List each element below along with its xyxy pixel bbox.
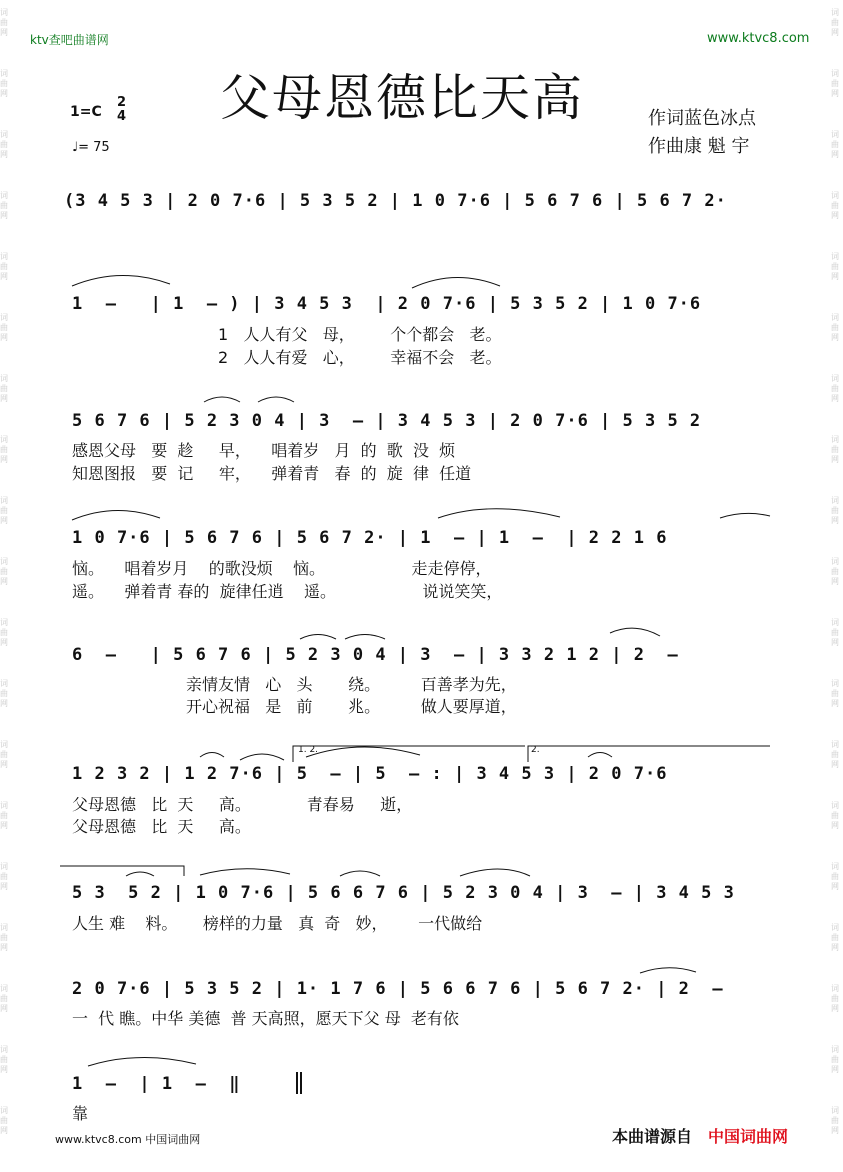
notation-line-6: 1 2 3 2 | 1 2 7·6 | 5 – | 5 – : | 3 4 5 3 | 2 0 7·6	[72, 764, 668, 784]
header-right-site[interactable]: www.ktvc8.com	[707, 31, 810, 46]
lyric-line-3a: 感恩父母 要 趁 早， 唱着岁 月 的 歌 没 烦	[72, 441, 456, 460]
time-signature-bottom: 4	[117, 109, 127, 124]
volta-bracket-first	[293, 746, 525, 762]
watermark-text: 词 曲 网	[0, 374, 8, 403]
watermark-text: 词 曲 网	[831, 923, 839, 952]
watermark-text: 词 曲 网	[831, 435, 839, 464]
watermark-text: 词 曲 网	[0, 496, 8, 525]
slur-arc	[72, 510, 160, 520]
watermark-text: 词 曲 网	[831, 618, 839, 647]
lyric-line-2b: 2 人人有爱 心， 幸福不会 老。	[218, 348, 502, 367]
lyric-line-4a: 恼。 唱着岁月 的歌没烦 恼。 走走停停，	[72, 559, 492, 578]
tie-arc	[306, 747, 420, 757]
watermark-text: 词 曲 网	[831, 130, 839, 159]
notation-line-4: 1 0 7·6 | 5 6 7 6 | 5 6 7 2· | 1 – | 1 – | 2 2 1 6	[72, 528, 668, 548]
tie-arc	[438, 509, 560, 518]
slur-arc	[200, 869, 290, 875]
watermark-text: 词 曲 网	[831, 374, 839, 403]
watermark-text: 词 曲 网	[831, 313, 839, 342]
watermark-text: 词 曲 网	[831, 191, 839, 220]
watermark-text: 词 曲 网	[831, 740, 839, 769]
time-signature-top: 2	[117, 95, 127, 110]
lyric-line-3b: 知恩图报 要 记 牢， 弹着青 春 的 旋 律 任道	[72, 464, 472, 483]
watermark-text: 词 曲 网	[0, 130, 8, 159]
watermark-text: 词 曲 网	[831, 1106, 839, 1135]
watermark-text: 词 曲 网	[0, 252, 8, 281]
watermark-text: 词 曲 网	[831, 1045, 839, 1074]
notation-line-8: 2 0 7·6 | 5 3 5 2 | 1· 1 7 6 | 5 6 6 7 6 | 5 6 7 2· | 2 –	[72, 979, 724, 999]
slur-arc	[345, 635, 385, 640]
footer-source-name[interactable]: 中国词曲网	[708, 1127, 789, 1146]
volta-bracket-second	[528, 746, 770, 762]
watermark-text: 词 曲 网	[0, 679, 8, 708]
watermark-text: 词 曲 网	[0, 984, 8, 1013]
slur-arc	[610, 628, 660, 636]
volta-first-label: 1. 2.	[298, 745, 319, 755]
tie-arc	[72, 275, 170, 286]
slur-arc	[300, 635, 336, 640]
watermark-text: 词 曲 网	[831, 8, 839, 37]
watermark-text: 词 曲 网	[831, 801, 839, 830]
lyric-line-6b: 父母恩德 比 天 高。	[72, 817, 251, 836]
slur-arc	[204, 397, 240, 402]
notation-line-7: 5 3 5 2 | 1 0 7·6 | 5 6 6 7 6 | 5 2 3 0 4 | 3 – | 3 4 5 3	[72, 883, 735, 903]
watermark-text: 词 曲 网	[0, 8, 8, 37]
composer-credit: 作曲康 魁 宇	[648, 136, 750, 157]
watermark-text: 词 曲 网	[831, 679, 839, 708]
watermark-text: 词 曲 网	[0, 1045, 8, 1074]
tie-arc	[640, 968, 696, 973]
footer-source-label: 本曲谱源自	[612, 1127, 693, 1146]
watermark-text: 词 曲 网	[0, 862, 8, 891]
slur-arc	[240, 754, 284, 760]
slur-arc	[126, 872, 154, 876]
notation-line-9: 1 – | 1 – ‖	[72, 1074, 241, 1094]
watermark-text: 词 曲 网	[0, 1106, 8, 1135]
lyric-line-4b: 遥。 弹着青 春的 旋律任逍 遥。 说说笑笑，	[72, 582, 503, 601]
slur-arc	[340, 871, 380, 876]
notation-line-2: 1 – | 1 – ) | 3 4 5 3 | 2 0 7·6 | 5 3 5 2 | 1 0 7·6	[72, 294, 702, 314]
watermark-text: 词 曲 网	[831, 557, 839, 586]
watermark-text: 词 曲 网	[831, 862, 839, 891]
tie-arc	[720, 513, 770, 518]
watermark-text: 词 曲 网	[831, 984, 839, 1013]
notation-line-1: (3 4 5 3 | 2 0 7·6 | 5 3 5 2 | 1 0 7·6 | 5 6 7 6 | 5 6 7 2·	[64, 191, 727, 211]
tie-arc	[88, 1057, 196, 1066]
lyric-line-6a: 父母恩德 比 天 高。 青春易 逝，	[72, 795, 413, 814]
watermark-text: 词 曲 网	[831, 69, 839, 98]
watermark-text: 词 曲 网	[831, 252, 839, 281]
song-title: 父母恩德比天高	[220, 69, 584, 127]
watermark-text: 词 曲 网	[0, 313, 8, 342]
tempo-value: = 75	[78, 140, 110, 155]
slur-arc	[200, 753, 224, 758]
watermark-text: 词 曲 网	[0, 435, 8, 464]
lyricist-credit: 作词蓝色冰点	[648, 108, 756, 129]
key-signature: 1=C	[70, 104, 102, 120]
header-left-site[interactable]: ktv查吧曲谱网	[30, 33, 109, 47]
watermark-text: 词 曲 网	[0, 557, 8, 586]
lyric-line-5a: 亲情友情 心 头 绕。 百善孝为先，	[186, 675, 517, 694]
watermark-text: 词 曲 网	[0, 191, 8, 220]
notation-line-3: 5 6 7 6 | 5 2 3 0 4 | 3 – | 3 4 5 3 | 2 0 7·6 | 5 3 5 2	[72, 411, 702, 431]
footer-left[interactable]: www.ktvc8.com 中国词曲网	[55, 1133, 201, 1146]
watermark-text: 词 曲 网	[0, 618, 8, 647]
lyric-line-7a: 人生 难 料。 榜样的力量 真 奇 妙， 一代做给	[72, 914, 483, 933]
lyric-line-2a: 1 人人有父 母， 个个都会 老。	[218, 325, 502, 344]
slur-arc	[460, 869, 530, 876]
notation-line-5: 6 – | 5 6 7 6 | 5 2 3 0 4 | 3 – | 3 3 2 1 2 | 2 –	[72, 645, 679, 665]
watermark-text: 词 曲 网	[831, 496, 839, 525]
slur-arc	[258, 397, 294, 402]
footer-source	[612, 1124, 788, 1147]
watermark-text: 词 曲 网	[0, 923, 8, 952]
watermark-text: 词 曲 网	[0, 801, 8, 830]
quarter-note-icon: ♩	[72, 140, 79, 155]
slur-arc	[588, 753, 612, 758]
lyric-line-5b: 开心祝福 是 前 兆。 做人要厚道，	[186, 697, 517, 716]
volta-bracket-continuation	[60, 866, 184, 876]
lyric-line-9a: 靠	[72, 1104, 89, 1123]
slur-arc	[412, 277, 500, 288]
volta-second-label: 2.	[531, 745, 540, 755]
watermark-text: 词 曲 网	[0, 740, 8, 769]
watermark-text: 词 曲 网	[0, 69, 8, 98]
lyric-line-8a: 一 代 瞧。中华 美德 普 天高照，愿天下父 母 老有依	[72, 1009, 459, 1028]
